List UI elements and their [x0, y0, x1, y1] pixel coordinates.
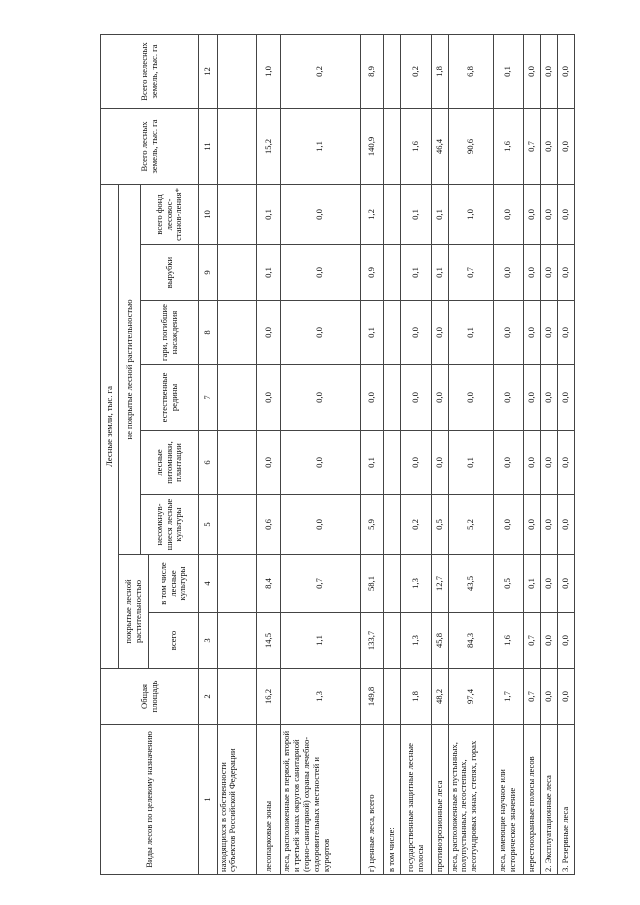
value-cell — [384, 245, 401, 301]
value-cell: 0,0 — [557, 495, 574, 555]
value-cell: 1,6 — [401, 108, 431, 184]
value-cell: 0,1 — [257, 184, 281, 244]
header-sparse: естественные редины — [141, 365, 199, 431]
table-row — [448, 34, 493, 874]
value-cell: 0,0 — [401, 301, 431, 365]
value-cell: 97,4 — [448, 669, 493, 725]
header-not-covered: не покрытые лесной растительностью — [119, 184, 141, 554]
value-cell: 0,1 — [493, 34, 523, 108]
value-cell: 0,0 — [557, 34, 574, 108]
column-number: 12 — [199, 34, 218, 108]
value-cell — [384, 34, 401, 108]
value-cell: 140,9 — [360, 108, 384, 184]
value-cell: 48,2 — [431, 669, 448, 725]
value-cell: 0,0 — [523, 34, 540, 108]
value-cell: 1,3 — [401, 613, 431, 669]
value-cell: 0,1 — [257, 245, 281, 301]
value-cell — [217, 34, 257, 108]
column-number: 7 — [199, 365, 218, 431]
value-cell — [384, 431, 401, 495]
value-cell: 0,6 — [257, 495, 281, 555]
table-row — [557, 34, 574, 874]
value-cell — [384, 108, 401, 184]
value-cell: 1,3 — [401, 555, 431, 613]
value-cell: 0,0 — [540, 431, 557, 495]
forest-lands-table — [100, 34, 575, 875]
value-cell: 0,7 — [281, 555, 360, 613]
row-name-cell: нерестоохранные полосы лесов — [523, 725, 540, 875]
value-cell: 0,5 — [431, 495, 448, 555]
value-cell: 0,0 — [493, 431, 523, 495]
table-row — [281, 34, 360, 874]
value-cell — [217, 669, 257, 725]
value-cell: 0,0 — [540, 555, 557, 613]
column-number: 1 — [199, 725, 218, 875]
value-cell: 0,0 — [257, 431, 281, 495]
value-cell: 45,8 — [431, 613, 448, 669]
table-row — [493, 34, 523, 874]
value-cell: 0,0 — [540, 245, 557, 301]
value-cell: 0,0 — [540, 34, 557, 108]
value-cell: 6,8 — [448, 34, 493, 108]
row-name-cell: леса, имеющие научное или историческое значение — [493, 725, 523, 875]
value-cell: 0,0 — [281, 495, 360, 555]
header-covered-cultures: в том числе лесные культуры — [149, 555, 199, 613]
value-cell: 0,0 — [557, 301, 574, 365]
value-cell: 0,0 — [523, 495, 540, 555]
value-cell — [384, 555, 401, 613]
value-cell — [217, 301, 257, 365]
table-row — [360, 34, 384, 874]
table-row — [401, 34, 431, 874]
value-cell: 0,0 — [281, 301, 360, 365]
value-cell: 0,0 — [523, 245, 540, 301]
header-covered: покрытые лесной растительностью — [119, 555, 149, 669]
value-cell: 43,5 — [448, 555, 493, 613]
header-cutovers: вырубки — [141, 245, 199, 301]
value-cell — [384, 669, 401, 725]
value-cell: 0,0 — [431, 301, 448, 365]
value-cell: 0,7 — [448, 245, 493, 301]
rotated-page — [100, 35, 640, 875]
column-number: 11 — [199, 108, 218, 184]
table-row — [523, 34, 540, 874]
value-cell: 0,0 — [557, 555, 574, 613]
value-cell: 58,1 — [360, 555, 384, 613]
value-cell: 90,6 — [448, 108, 493, 184]
value-cell: 0,0 — [281, 245, 360, 301]
value-cell: 0,1 — [360, 431, 384, 495]
value-cell — [384, 495, 401, 555]
value-cell: 0,0 — [540, 495, 557, 555]
value-cell: 0,0 — [401, 365, 431, 431]
value-cell: 0,1 — [448, 431, 493, 495]
value-cell: 1,8 — [401, 669, 431, 725]
value-cell: 0,0 — [557, 613, 574, 669]
value-cell: 0,0 — [281, 184, 360, 244]
header-total-forest-lands: Всего лесных земель, тыс. га — [101, 108, 199, 184]
value-cell: 0,0 — [493, 495, 523, 555]
value-cell: 0,1 — [523, 555, 540, 613]
value-cell — [384, 365, 401, 431]
column-number: 4 — [199, 555, 218, 613]
value-cell: 14,5 — [257, 613, 281, 669]
value-cell: 0,2 — [401, 495, 431, 555]
column-number: 5 — [199, 495, 218, 555]
column-number: 8 — [199, 301, 218, 365]
value-cell: 149,8 — [360, 669, 384, 725]
value-cell — [217, 365, 257, 431]
value-cell: 0,0 — [540, 365, 557, 431]
value-cell: 0,9 — [360, 245, 384, 301]
value-cell: 0,0 — [557, 245, 574, 301]
value-cell: 1,2 — [360, 184, 384, 244]
value-cell: 0,0 — [523, 301, 540, 365]
value-cell: 8,4 — [257, 555, 281, 613]
row-name-cell: лесопарковые зоны — [257, 725, 281, 875]
value-cell: 0,0 — [557, 431, 574, 495]
value-cell: 1,1 — [281, 613, 360, 669]
row-name-cell: противоэрозионные леса — [431, 725, 448, 875]
value-cell: 0,7 — [523, 613, 540, 669]
value-cell: 1,1 — [281, 108, 360, 184]
column-number: 9 — [199, 245, 218, 301]
table-row — [540, 34, 557, 874]
value-cell: 0,0 — [557, 184, 574, 244]
value-cell: 0,0 — [401, 431, 431, 495]
value-cell: 1,6 — [493, 613, 523, 669]
value-cell — [217, 613, 257, 669]
value-cell: 0,0 — [523, 431, 540, 495]
row-name-cell: государственные защитные лесные полосы — [401, 725, 431, 875]
value-cell: 5,9 — [360, 495, 384, 555]
header-nurseries: лесные питомники, плантации — [141, 431, 199, 495]
value-cell: 1,0 — [448, 184, 493, 244]
row-name-cell: находящихся в собственности субъектов Российской Федерации — [217, 725, 257, 875]
value-cell — [217, 245, 257, 301]
table-row — [257, 34, 281, 874]
value-cell: 0,0 — [257, 301, 281, 365]
value-cell: 0,0 — [540, 669, 557, 725]
value-cell — [384, 301, 401, 365]
value-cell: 0,2 — [401, 34, 431, 108]
value-cell: 0,1 — [401, 245, 431, 301]
value-cell: 0,0 — [540, 184, 557, 244]
table-row — [384, 34, 401, 874]
value-cell: 46,4 — [431, 108, 448, 184]
rotated-table-wrapper — [100, 35, 575, 875]
value-cell: 0,7 — [523, 108, 540, 184]
column-number: 10 — [199, 184, 218, 244]
header-forest-lands: Лесные земли, тыс. га — [101, 184, 119, 668]
value-cell — [217, 184, 257, 244]
value-cell: 0,0 — [540, 108, 557, 184]
value-cell: 0,0 — [493, 301, 523, 365]
value-cell: 0,1 — [401, 184, 431, 244]
column-number: 6 — [199, 431, 218, 495]
value-cell: 0,0 — [431, 365, 448, 431]
value-cell: 0,0 — [281, 431, 360, 495]
header-kind: Виды лесов по целевому назначению — [101, 725, 199, 875]
value-cell: 0,1 — [431, 184, 448, 244]
value-cell: 0,0 — [257, 365, 281, 431]
value-cell: 0,0 — [281, 365, 360, 431]
value-cell: 0,0 — [523, 365, 540, 431]
value-cell: 0,0 — [557, 365, 574, 431]
value-cell: 84,3 — [448, 613, 493, 669]
value-cell — [217, 495, 257, 555]
value-cell: 0,1 — [360, 301, 384, 365]
column-number: 2 — [199, 669, 218, 725]
header-total-area: Общая площадь — [101, 669, 199, 725]
value-cell: 0,0 — [540, 301, 557, 365]
value-cell — [384, 184, 401, 244]
value-cell: 0,1 — [448, 301, 493, 365]
value-cell — [217, 108, 257, 184]
value-cell: 0,0 — [493, 245, 523, 301]
row-name-cell: 3. Резервные леса — [557, 725, 574, 875]
value-cell: 133,7 — [360, 613, 384, 669]
value-cell: 1,7 — [493, 669, 523, 725]
value-cell — [217, 555, 257, 613]
row-name-cell: леса, расположенные в первой, второй и третьей зонах округов санитарной (горно-санитарной) охраны лечебно-оздоровительных местностей и курортов — [281, 725, 360, 875]
value-cell: 0,0 — [493, 365, 523, 431]
value-cell: 0,0 — [557, 108, 574, 184]
header-covered-total: всего — [149, 613, 199, 669]
value-cell: 1,6 — [493, 108, 523, 184]
value-cell — [384, 613, 401, 669]
value-cell: 0,0 — [493, 184, 523, 244]
table-row — [217, 34, 257, 874]
header-unclosed-cultures: несомкнув-шиеся лесные культуры — [141, 495, 199, 555]
row-name-cell: г) ценные леса, всего — [360, 725, 384, 875]
value-cell: 0,2 — [281, 34, 360, 108]
row-name-cell: в том числе: — [384, 725, 401, 875]
table-row — [431, 34, 448, 874]
column-number-row — [199, 34, 218, 874]
value-cell: 0,5 — [493, 555, 523, 613]
value-cell — [217, 431, 257, 495]
value-cell: 0,0 — [431, 431, 448, 495]
value-cell: 15,2 — [257, 108, 281, 184]
header-fund: всего фонд лесовос-станов-ления* — [141, 184, 199, 244]
value-cell: 1,3 — [281, 669, 360, 725]
value-cell: 12,7 — [431, 555, 448, 613]
value-cell: 1,8 — [431, 34, 448, 108]
row-name-cell: леса, расположенные в пустынных, полупустынных, лесостепных, лесотундровых зонах, степях, горах — [448, 725, 493, 875]
value-cell: 0,1 — [431, 245, 448, 301]
value-cell: 0,0 — [523, 184, 540, 244]
value-cell: 0,0 — [557, 669, 574, 725]
value-cell: 8,9 — [360, 34, 384, 108]
column-number: 3 — [199, 613, 218, 669]
value-cell: 0,0 — [448, 365, 493, 431]
value-cell: 5,2 — [448, 495, 493, 555]
row-name-cell: 2. Эксплуатационные леса — [540, 725, 557, 875]
value-cell: 16,2 — [257, 669, 281, 725]
value-cell: 0,7 — [523, 669, 540, 725]
value-cell: 0,0 — [540, 613, 557, 669]
header-total-nonforest-lands: Всего нелесных земель, тыс. га — [101, 34, 199, 108]
header-burned: гари, погибшие насаждения — [141, 301, 199, 365]
value-cell: 1,0 — [257, 34, 281, 108]
value-cell: 0,0 — [360, 365, 384, 431]
